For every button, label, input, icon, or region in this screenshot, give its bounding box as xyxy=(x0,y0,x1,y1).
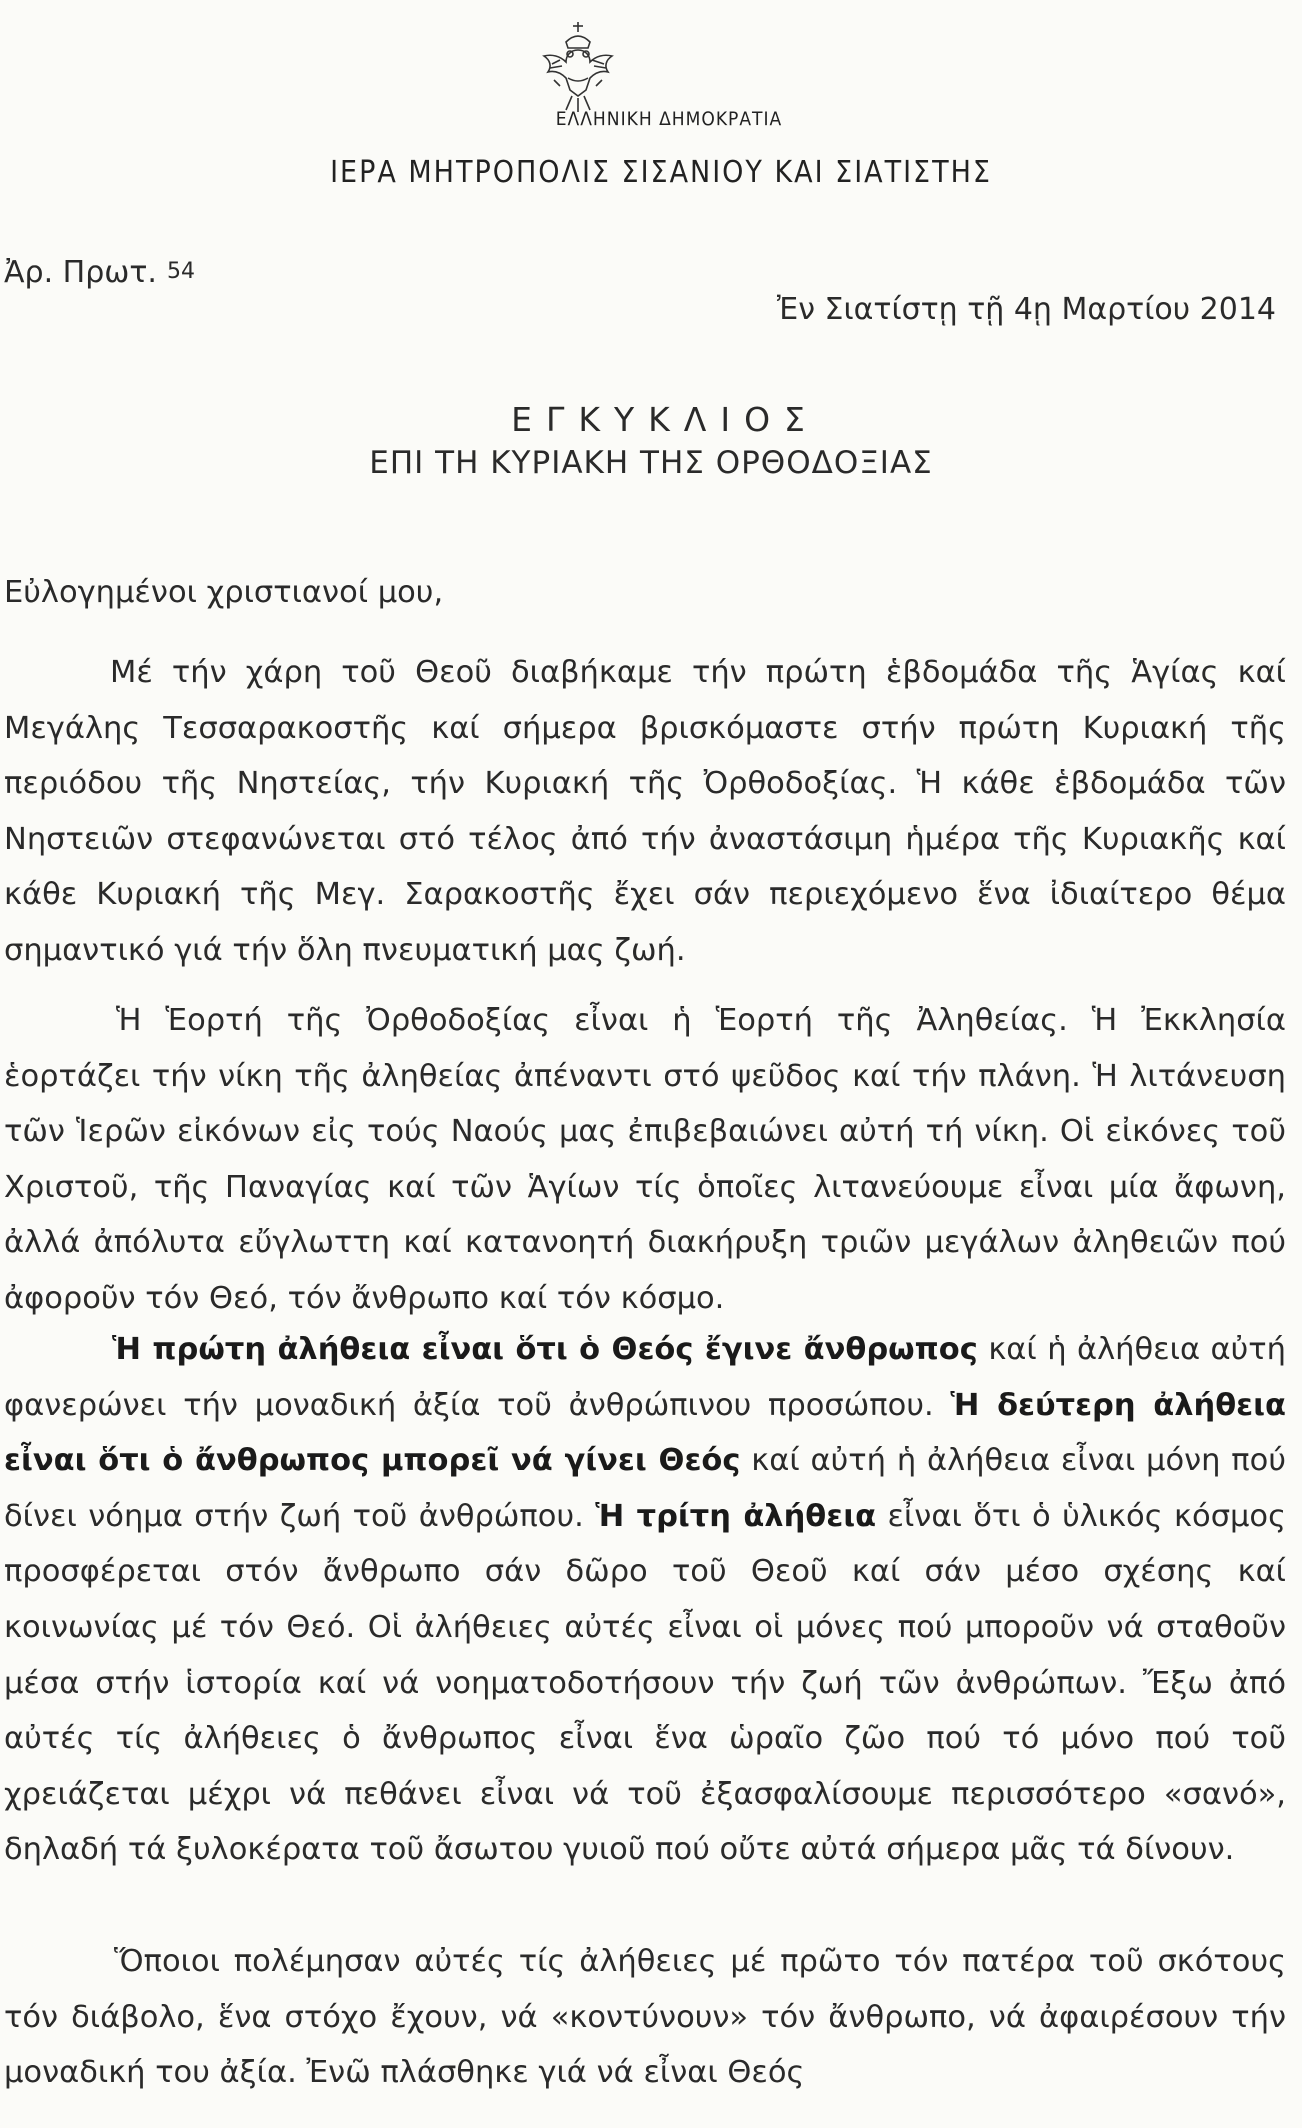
second-truth-bold: Ἡ δεύτερη ἀλήθεια εἶναι ὅτι ὁ ἄνθρωπος μπορεῖ νά γίνει Θεός xyxy=(4,1387,1286,1479)
paragraph-3 xyxy=(4,1322,1286,1878)
first-truth-bold: Ἡ πρώτη ἀλήθεια εἶναι ὅτι ὁ Θεός ἔγινε ἄνθρωπος xyxy=(112,1332,978,1367)
third-truth-bold: Ἡ τρίτη ἀλήθεια xyxy=(595,1498,877,1534)
paragraph-2 xyxy=(4,993,1286,1327)
paragraph-1 xyxy=(4,645,1286,979)
letter-date: Ἐν Σιατίστῃ τῇ 4ῃ Μαρτίου 2014 xyxy=(776,292,1276,327)
encyclical-subtitle: ΕΠΙ ΤΗ ΚΥΡΙΑΚΗ ΤΗΣ ΟΡΘΟΔΟΞΙΑΣ xyxy=(369,445,933,481)
double-headed-eagle-icon xyxy=(530,20,626,120)
paragraph-2-text: Ἡ Ἑορτή τῆς Ὀρθοδοξίας εἶναι ἡ Ἑορτή τῆς Ἀληθείας. Ἡ Ἐκκλησία ἑορτάζει τήν νίκη τῆς ἀληθείας ἀπέναντι στό ψεῦδος καί τήν πλάνη. Ἡ λιτάνευση τῶν Ἱερῶν εἰκόνων εἰς τούς Ναούς μας ἐπιβεβαιώνει αὐτή τή νίκη. Οἱ εἰκόνες τοῦ Χριστοῦ, τῆς Παναγίας καί τῶν Ἁγίων τίς ὁποῖες λιτανεύουμε εἶναι μία ἄφωνη, ἀλλά ἀπόλυτα εὔγλωττη καί κατανοητή διακήρυξη τριῶν μεγάλων ἀληθειῶν πού ἀφοροῦν τόν Θεό, τόν ἄνθρωπο καί τόν κόσμο. xyxy=(4,1003,1286,1316)
protocol-value: 54 xyxy=(166,259,195,284)
paragraph-4-text: Ὅποιοι πολέμησαν αὐτές τίς ἀλήθειες μέ πρῶτο τόν πατέρα τοῦ σκότους τόν διάβολο, ἕνα στόχο ἔχουν, νά «κοντύνουν» τόν ἄνθρωπο, νά ἀφαιρέσουν τήν μοναδική του ἀξία. Ἐνῶ πλάσθηκε γιά νά εἶναι Θεός xyxy=(4,1944,1286,2091)
protocol-label: Ἀρ. Πρωτ. xyxy=(4,255,157,290)
encyclical-title: ΕΓΚΥΚΛΙΟΣ xyxy=(511,400,819,439)
republic-title: ΕΛΛΗΝΙΚΗ ΔΗΜΟΚΡΑΤΙΑ xyxy=(555,108,783,130)
protocol-number xyxy=(4,255,195,290)
paragraph-3-text-3: εἶναι ὅτι ὁ ὑλικός κόσμος προσφέρεται στόν ἄνθρωπο σάν δῶρο τοῦ Θεοῦ καί σάν μέσο σχέσης καί κοινωνίας μέ τόν Θεό. Οἱ ἀλήθειες αὐτές εἶναι οἱ μόνες πού μποροῦν νά σταθοῦν μέσα στήν ἱστορία καί νά νοηματοδοτήσουν τήν ζωή τῶν ἀνθρώπων. Ἔξω ἀπό αὐτές τίς ἀλήθειες ὁ ἄνθρωπος εἶναι ἕνα ὡραῖο ζῶο πού τό μόνο πού τοῦ χρειάζεται μέχρι νά πεθάνει εἶναι νά τοῦ ἐξασφαλίσουμε περισσότερο «σανό», δηλαδή τά ξυλοκέρατα τοῦ ἄσωτου γυιοῦ πού οὔτε αὐτά σήμερα μᾶς τά δίνουν. xyxy=(4,1498,1286,1868)
paragraph-3-text-2: καί αὐτή ἡ ἀλήθεια εἶναι μόνη πού δίνει νόημα στήν ζωή τοῦ ἀνθρώπου. xyxy=(4,1443,1286,1534)
paragraph-1-text: Μέ τήν χάρη τοῦ Θεοῦ διαβήκαμε τήν πρώτη ἑβδομάδα τῆς Ἁγίας καί Μεγάλης Τεσσαρακοστῆς καί σήμερα βρισκόμαστε στήν πρώτη Κυριακή τῆς περιόδου τῆς Νηστείας, τήν Κυριακή τῆς Ὀρθοδοξίας. Ἡ κάθε ἑβδομάδα τῶν Νηστειῶν στεφανώνεται στό τέλος ἀπό τήν ἀναστάσιμη ἡμέρα τῆς Κυριακῆς καί κάθε Κυριακή τῆς Μεγ. Σαρακοστῆς ἔχει σάν περιεχόμενο ἕνα ἰδιαίτερο θέμα σημαντικό γιά τήν ὅλη πνευματική μας ζωή. xyxy=(4,655,1286,968)
paragraph-4 xyxy=(4,1934,1286,2101)
paragraph-3-text-1: καί ἡ ἀλήθεια αὐτή φανερώνει τήν μοναδική ἀξία τοῦ ἀνθρώπινου προσώπου. xyxy=(4,1332,1287,1423)
greeting: Εὐλογημένοι χριστιανοί μου, xyxy=(4,575,444,610)
metropolis-title: ΙΕΡΑ ΜΗΤΡΟΠΟΛΙΣ ΣΙΣΑΝΙΟΥ ΚΑΙ ΣΙΑΤΙΣΤΗΣ xyxy=(330,155,992,190)
